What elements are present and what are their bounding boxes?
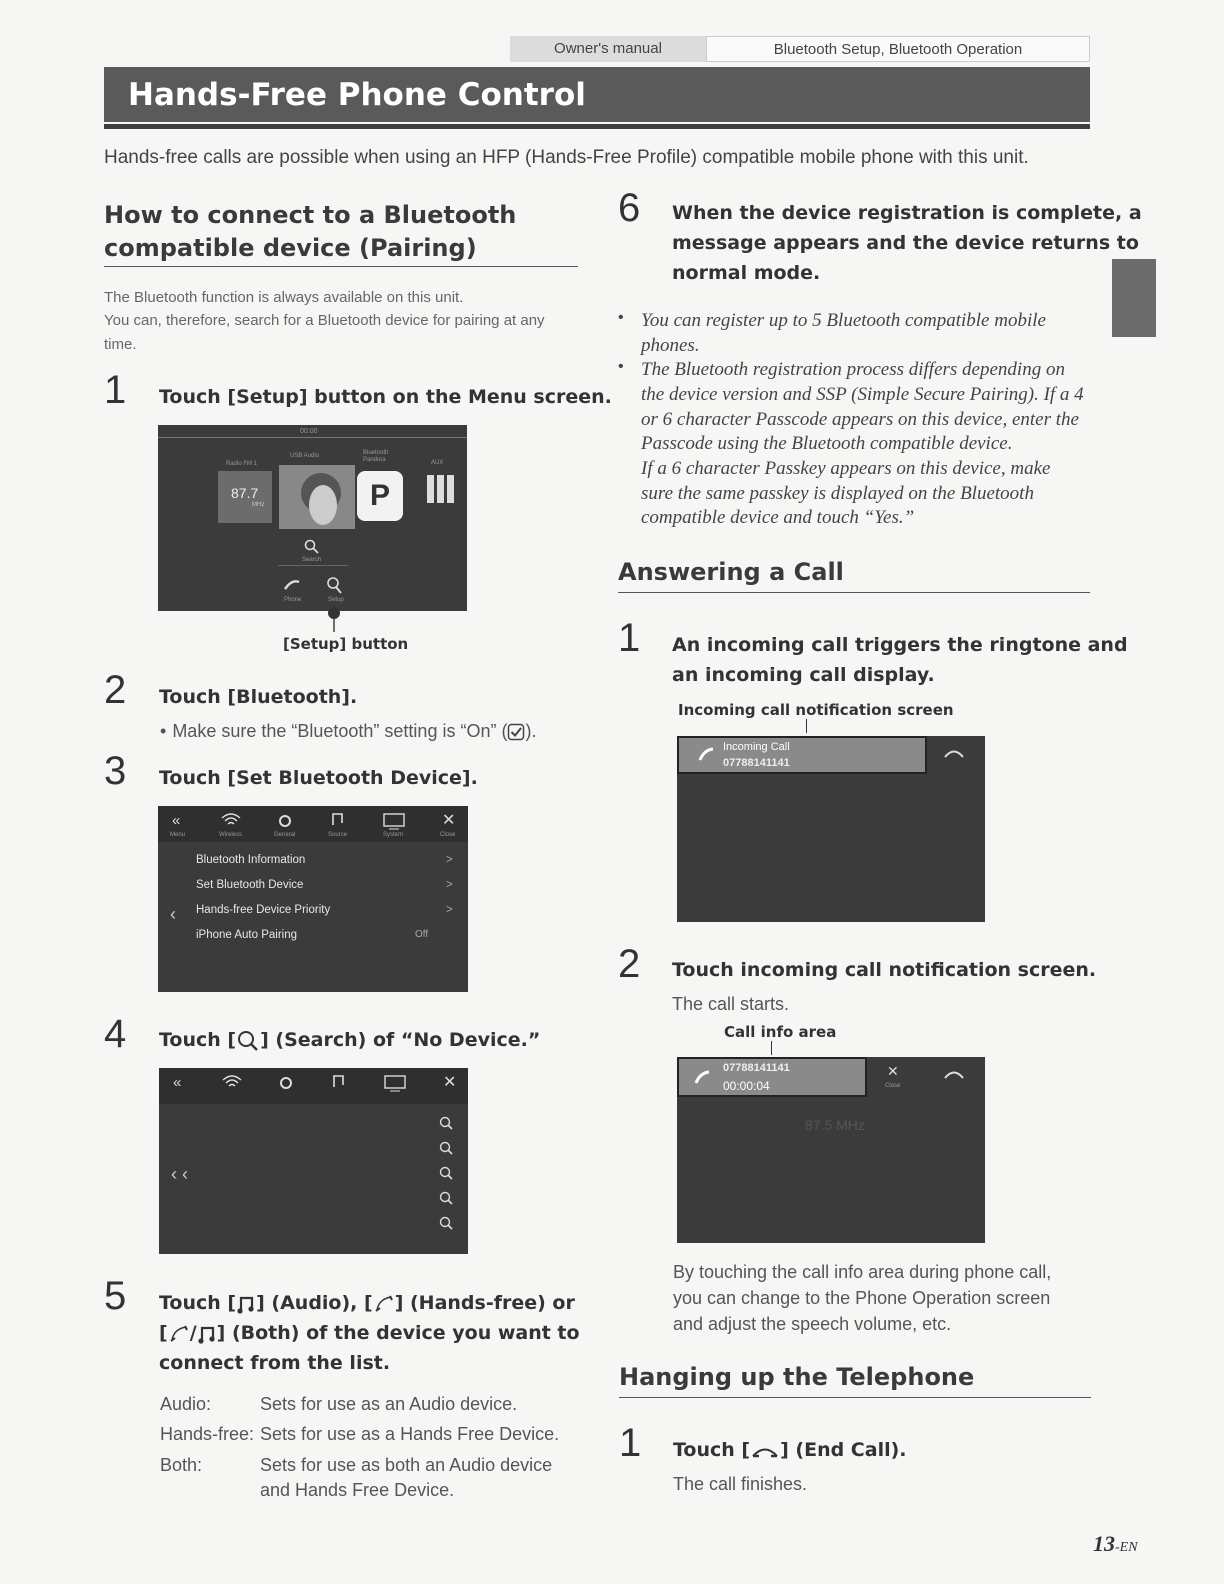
settings-tab-bar	[159, 1068, 468, 1104]
answer-step1-line1: An incoming call triggers the ringtone and	[672, 634, 1128, 656]
step5-text: ] (Audio), [	[256, 1292, 373, 1314]
settings-tab-label: Source	[328, 832, 348, 838]
note-line: You can register up to 5 Bluetooth compatible mobile	[641, 310, 1046, 331]
step-body-text: The call starts.	[672, 994, 790, 1014]
step-text: Touch [Set Bluetooth Device].	[159, 767, 478, 789]
step6-line2: message appears and the device returns to	[672, 232, 1139, 254]
setup-button-caption: [Setup] button	[283, 635, 409, 653]
device-search-icon[interactable]	[439, 1216, 453, 1230]
definition-desc-continuation: and Hands Free Device.	[260, 1480, 455, 1500]
hangup-step-text	[673, 1435, 907, 1465]
background-frequency: 87.5 MHz	[805, 1117, 865, 1133]
hangup-text-after: ] (End Call).	[780, 1439, 907, 1461]
call-info-caption: Call info area	[724, 1023, 837, 1041]
radio-tile[interactable]	[218, 471, 272, 523]
bluetooth-settings-screenshot	[158, 806, 468, 992]
note-line: Passcode using the Bluetooth compatible device.	[641, 433, 1013, 454]
menu-item-value: >	[446, 854, 453, 866]
incoming-call-label: Incoming Call	[723, 741, 790, 753]
bullet-dot: •	[618, 358, 624, 375]
note-line: the device version and SSP (Simple Secure Pairing). If a 4	[641, 384, 1084, 405]
radio-frequency: 87.7	[231, 485, 259, 501]
handsfree-phone-icon	[373, 1293, 395, 1315]
device-list-screenshot	[159, 1068, 468, 1254]
step2-bullet-end: ).	[525, 721, 537, 741]
settings-tab-label: System	[383, 832, 404, 838]
back-chevron-icon[interactable]: «	[173, 1074, 182, 1091]
end-call-icon[interactable]	[943, 748, 965, 760]
step-text: Touch incoming call notification screen.	[672, 959, 1097, 981]
pairing-note-line3: time.	[104, 336, 137, 353]
pairing-heading-rule	[104, 266, 578, 267]
definition-desc: Sets for use as both an Audio device	[260, 1455, 553, 1475]
setup-gear-icon[interactable]	[324, 575, 344, 595]
menu-item-value: >	[446, 904, 453, 916]
incoming-call-caption: Incoming call notification screen	[678, 701, 954, 719]
checkbox-checked-icon	[507, 723, 525, 741]
radio-unit: MHz	[252, 502, 265, 508]
tab-section-title: Bluetooth Setup, Bluetooth Operation	[706, 36, 1090, 62]
step2-bullet: • Make sure the “Bluetooth” setting is “On” ( ).	[160, 721, 537, 741]
device-search-icon[interactable]	[439, 1141, 453, 1155]
setup-label: Setup	[328, 597, 344, 603]
source-music-icon[interactable]	[328, 810, 348, 830]
call-info-area[interactable]	[677, 1057, 867, 1097]
bt-label-line1: Bluetooth	[363, 450, 389, 456]
close-icon[interactable]: ✕	[442, 812, 456, 829]
call-timer: 00:00:04	[723, 1079, 770, 1093]
phone-icon[interactable]	[282, 577, 302, 593]
menu-screenshot	[158, 425, 467, 611]
answering-heading-rule	[618, 592, 1090, 593]
hanging-heading-rule	[619, 1397, 1091, 1398]
settings-menu-item[interactable]: Bluetooth Information	[196, 854, 306, 866]
source-music-icon[interactable]	[329, 1072, 349, 1092]
note-line: sure the same passkey is displayed on the Bluetooth	[641, 483, 1034, 504]
intro-text: Hands-free calls are possible when using an HFP (Hands-Free Profile) compatible mobile phone with this unit.	[104, 147, 1029, 168]
end-call-icon	[750, 1441, 780, 1461]
close-icon[interactable]: ✕	[887, 1063, 899, 1079]
clock-label: 00:00	[300, 428, 318, 435]
step5-text: ] (Both) of the device you want to	[216, 1322, 580, 1344]
call-info-body-line2: you can change to the Phone Operation screen	[673, 1288, 1051, 1308]
step-number: 1	[619, 1421, 642, 1465]
pandora-tile[interactable]	[357, 471, 403, 521]
pairing-note-line1: The Bluetooth function is always available on this unit.	[104, 289, 464, 306]
step-text: Touch [Bluetooth].	[159, 686, 358, 708]
hangup-text-before: Touch [	[673, 1439, 751, 1461]
step6-line3: normal mode.	[672, 262, 821, 284]
incoming-call-screenshot	[677, 736, 985, 922]
step5-text: ] (Hands-free) or	[394, 1292, 575, 1314]
pairing-heading-line1: How to connect to a Bluetooth	[104, 201, 517, 229]
title-underline	[104, 124, 1090, 129]
caption-leader-line	[771, 1041, 772, 1055]
answering-heading: Answering a Call	[618, 558, 844, 586]
menu-item-value: Off	[415, 929, 429, 940]
step-number: 5	[104, 1274, 127, 1318]
call-in-progress-screenshot	[677, 1057, 985, 1243]
wireless-icon[interactable]	[221, 1074, 243, 1090]
note-line: If a 6 character Passkey appears on this device, make	[641, 458, 1051, 479]
step4-text-after: ] (Search) of “No Device.”	[260, 1029, 541, 1051]
hangup-body-text: The call finishes.	[673, 1474, 808, 1494]
settings-tab-label: Wireless	[219, 832, 243, 838]
rca-cable-icon[interactable]	[422, 471, 458, 511]
settings-tab-label: General	[274, 832, 296, 838]
audio-music-icon	[197, 1323, 217, 1345]
device-search-icon[interactable]	[439, 1191, 453, 1205]
phone-label: Phone	[284, 597, 302, 603]
note-line: The Bluetooth registration process differs depending on	[641, 359, 1065, 380]
search-label: Search	[302, 557, 322, 563]
general-gear-icon[interactable]	[276, 812, 294, 830]
side-thumb-tab	[1112, 259, 1156, 337]
close-icon[interactable]: ✕	[443, 1074, 457, 1091]
divider	[278, 565, 348, 566]
step5-text: [	[159, 1322, 168, 1344]
caller-number: 07788141141	[723, 757, 790, 769]
definition-desc: Sets for use as a Hands Free Device.	[260, 1424, 560, 1444]
settings-tab-label: Close	[440, 832, 456, 838]
step6-line1: When the device registration is complete, a	[672, 202, 1142, 224]
step-number: 2	[618, 942, 641, 986]
step2-bullet-text: Make sure the “Bluetooth” setting is “On” (	[172, 721, 508, 741]
album-art-icon	[279, 465, 355, 529]
step4-text-before: Touch [	[159, 1029, 237, 1051]
bullet-dot: •	[618, 309, 624, 326]
radio-label: Radio FM 1	[226, 461, 258, 467]
audio-music-icon	[236, 1293, 256, 1315]
page-title: Hands-Free Phone Control	[128, 77, 586, 113]
incoming-call-banner[interactable]	[677, 736, 927, 774]
step-text	[159, 1025, 540, 1055]
handsfree-phone-icon	[168, 1323, 190, 1345]
pandora-letter: P	[369, 479, 390, 512]
back-chevron-icon[interactable]: «	[172, 812, 181, 829]
general-gear-icon[interactable]	[277, 1074, 295, 1092]
tab-owners-manual: Owner's manual	[510, 36, 706, 62]
settings-menu-item[interactable]: Set Bluetooth Device	[196, 879, 304, 891]
definition-term: Both:	[160, 1455, 203, 1475]
phone-icon	[697, 746, 715, 764]
definition-term: Audio:	[160, 1394, 212, 1414]
step5-line2	[159, 1318, 580, 1348]
step5-line1	[159, 1288, 575, 1318]
step5-line3: connect from the list.	[159, 1352, 391, 1374]
note-line: phones.	[641, 335, 700, 356]
device-search-icon[interactable]	[439, 1166, 453, 1180]
usb-label: USB Audio	[290, 453, 320, 459]
pairing-note-line2: You can, therefore, search for a Bluetooth device for pairing at any	[104, 312, 545, 329]
step5-text: /	[189, 1322, 197, 1344]
step-number: 6	[618, 186, 641, 230]
step-number: 1	[618, 616, 641, 660]
end-call-icon[interactable]	[943, 1069, 965, 1081]
aux-label: AUX	[431, 460, 444, 466]
callout-pointer-icon	[327, 606, 341, 632]
step-number: 2	[104, 668, 127, 712]
caller-number: 07788141141	[723, 1062, 790, 1074]
search-icon	[236, 1030, 260, 1052]
step5-text: Touch [	[159, 1292, 237, 1314]
call-info-body-line3: and adjust the speech volume, etc.	[673, 1314, 952, 1334]
page-number-value: 13	[1093, 1531, 1115, 1556]
back-arrow-icon[interactable]: ‹ ‹	[171, 1164, 188, 1184]
settings-menu-item[interactable]: Hands-free Device Priority	[196, 904, 331, 916]
settings-tab-label: Menu	[170, 832, 186, 838]
definition-desc: Sets for use as an Audio device.	[260, 1394, 518, 1414]
call-info-body-line1: By touching the call info area during phone call,	[673, 1262, 1052, 1282]
caption-leader-line	[806, 719, 807, 733]
close-label: Close	[885, 1083, 901, 1089]
note-line: compatible device and touch “Yes.”	[641, 507, 915, 528]
note-line: or 6 character Passcode appears on this device, enter the	[641, 409, 1079, 430]
settings-tab-bar	[158, 806, 468, 842]
back-arrow-icon[interactable]: ‹	[170, 904, 176, 924]
page-number-suffix: -EN	[1115, 1540, 1138, 1555]
hanging-heading: Hanging up the Telephone	[619, 1363, 975, 1391]
page-number	[1093, 1531, 1138, 1557]
title-bar	[104, 67, 1090, 122]
top-divider	[158, 437, 467, 438]
system-monitor-icon[interactable]	[384, 1075, 406, 1093]
answer-step1-line2: an incoming call display.	[672, 664, 935, 686]
pairing-heading-line2: compatible device (Pairing)	[104, 234, 477, 262]
settings-menu-item[interactable]: iPhone Auto Pairing	[196, 929, 298, 941]
step-number: 4	[104, 1012, 127, 1056]
phone-icon	[693, 1069, 711, 1087]
wireless-icon[interactable]	[220, 812, 242, 828]
step-number: 3	[104, 749, 127, 793]
step-number: 1	[104, 368, 127, 412]
search-icon[interactable]	[304, 539, 320, 555]
menu-item-value: >	[446, 879, 453, 891]
bt-label-line2: Pandora	[363, 457, 386, 463]
device-search-icon[interactable]	[439, 1116, 453, 1130]
step-text: Touch [Setup] button on the Menu screen.	[159, 386, 612, 408]
definition-term: Hands-free:	[160, 1424, 255, 1444]
usb-audio-tile[interactable]	[279, 465, 355, 529]
system-monitor-icon[interactable]	[383, 813, 405, 831]
